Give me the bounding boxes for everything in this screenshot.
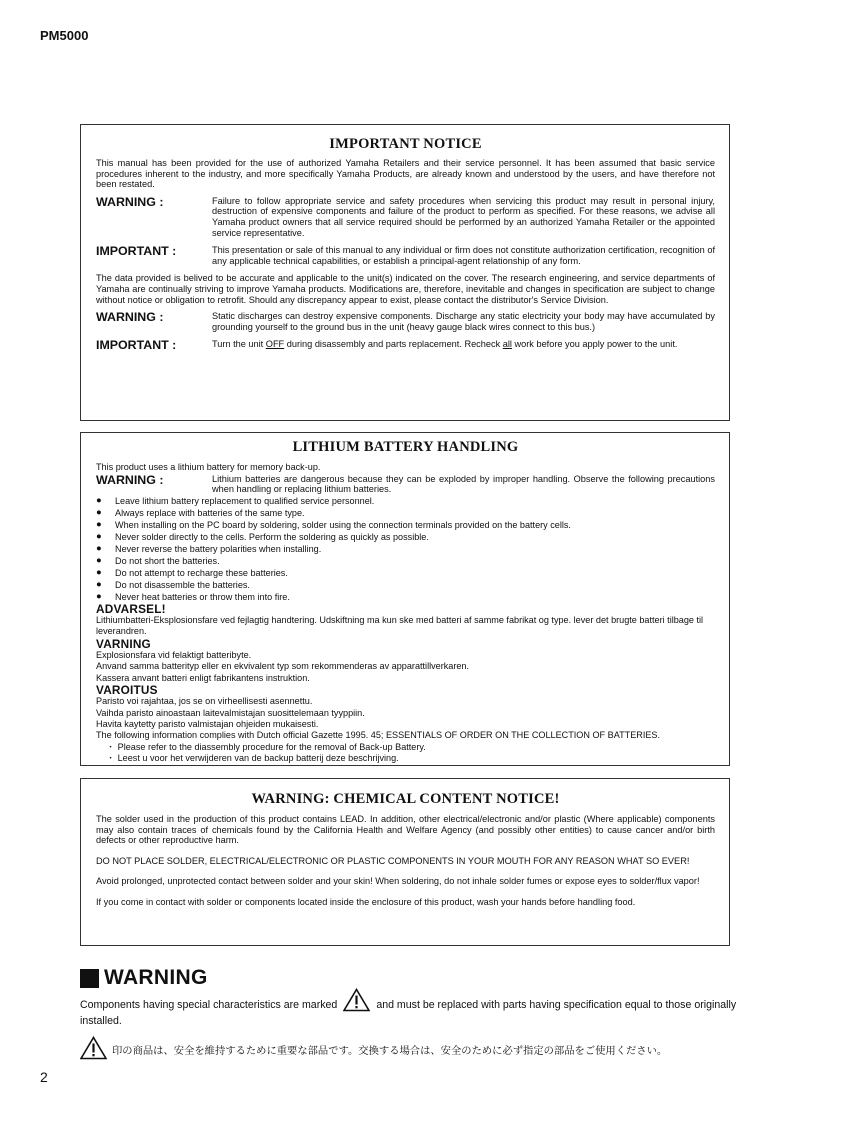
caution-triangle-icon: [80, 1036, 107, 1063]
bullet-item: ● Never reverse the battery polarities when installing.: [96, 542, 322, 554]
chemical-title: WARNING: CHEMICAL CONTENT NOTICE!: [251, 791, 560, 807]
lithium-warning-text: Lithium batteries are dangerous because they can be exploded by improper handling. Observe the following precautions when handling or replacing lithium batteries.: [212, 473, 715, 495]
bullet-icon: ●: [96, 590, 102, 602]
warning-label: WARNING :: [96, 194, 164, 209]
bullet-icon: ●: [96, 542, 102, 554]
warning-heading-row: [80, 966, 208, 990]
bullet-icon: ●: [96, 530, 102, 542]
bullet-item: ● Never heat batteries or throw them into fire.: [96, 590, 290, 602]
important2-text: Turn the unit OFF during disassembly and parts replacement. Recheck all work before you apply power to the unit.: [212, 339, 678, 350]
chemical-paragraph: If you come in contact with solder or components located inside the enclosure of this product, wash your hands before handling food.: [96, 896, 636, 907]
warning2-text: Static discharges can destroy expensive components. Discharge any static electricity your body may have accumulated by grounding yourself to the ground bus in the unit (heavy gauge black wires connect to this bus.): [212, 311, 715, 332]
bullet-icon: ●: [96, 566, 102, 578]
off-emphasis: OFF: [265, 339, 285, 350]
important-notice-box: [80, 124, 730, 421]
notice-intro: This manual has been provided for the use of authorized Yamaha Retailers and their service personnel. It has been assumed that basic service procedures inherent to the industry, and more specifically Yamaha Products, are already known and understood by the users, and have therefore not been restated.: [96, 158, 715, 190]
bullet-item: ● Do not attempt to recharge these batteries.: [96, 566, 288, 578]
varning-line: Kassera anvant batteri enligt fabrikantens instruktion.: [96, 672, 310, 683]
varoitus-heading: VAROITUS: [96, 682, 158, 697]
varoitus-line: Paristo voi rajahtaa, jos se on virheellisesti asennettu.: [96, 696, 313, 707]
warning-heading: WARNING: [104, 966, 208, 989]
chemical-paragraph: Avoid prolonged, unprotected contact between solder and your skin! When soldering, do not inhale solder fumes or expose eyes to solder/flux vapor!: [96, 876, 700, 887]
bullet-item: ● Do not disassemble the batteries.: [96, 578, 250, 590]
important-text: This presentation or sale of this manual to any individual or firm does not constitute authorization certification, recognition of any applicable technical capabilities, or establish a principal-agent relationship of any form.: [212, 245, 715, 266]
bullet-icon: ●: [96, 554, 102, 566]
bullet-icon: ●: [96, 506, 102, 518]
bullet-item: ● When installing on the PC board by soldering, solder using the connection terminals provided on the battery cells.: [96, 518, 571, 530]
page-number: 2: [40, 1069, 48, 1085]
bullet-icon: ●: [96, 494, 102, 506]
advarsel-heading: ADVARSEL!: [96, 601, 166, 616]
notice-warning-row: [96, 196, 715, 238]
notice-important2-row: [96, 339, 715, 352]
note-item: ・ Please refer to the diassembly procedure for the removal of Back-up Battery.: [106, 741, 426, 752]
data-paragraph: The data provided is belived to be accurate and applicable to the unit(s) indicated on the cover. The research engineering, and service departments of Yamaha are continually striving to improve Yamaha products. Modifications are, therefore, inevitable and changes in specification are subject to change without notice or obligation to retrofit. Should any discrepancy appear to exist, please contact the distributor's Service Division.: [96, 273, 715, 305]
varning-heading: VARNING: [96, 636, 151, 651]
bullet-item: ● Leave lithium battery replacement to qualified service personnel.: [96, 494, 375, 506]
lithium-title: LITHIUM BATTERY HANDLING: [292, 439, 519, 455]
varoitus-line: The following information complies with Dutch official Gazette 1995. 45; ESSENTIALS OF ORDER ON THE COLLECTION OF BATTERIES.: [96, 730, 661, 741]
japanese-note: [80, 1036, 667, 1063]
bullet-item: ● Do not short the batteries.: [96, 554, 220, 566]
chemical-paragraph: The solder used in the production of this product contains LEAD. In addition, other electrical/electronic and/or plastic (Where applicable) components may also contain traces of chemicals found by the California Health and Welfare Agency (and possibly other entities) to cause cancer and/or birth defects or other reproductive harm.: [96, 814, 715, 846]
notice-important-row: [96, 245, 715, 266]
varning-line: Explosionsfara vid felaktigt batteribyte.: [96, 650, 252, 661]
bullet-item: ● Always replace with batteries of the same type.: [96, 506, 305, 518]
lithium-battery-box: [80, 432, 730, 766]
components-note: Components having special characteristics are marked and must be replaced with parts having specification equal to those originally installed.: [80, 988, 740, 1028]
notice-warning2-row: [96, 311, 715, 332]
bullet-item: ● Never solder directly to the cells. Perform the soldering as quickly as possible.: [96, 530, 429, 542]
lithium-warning-label: WARNING :: [96, 472, 164, 487]
japanese-text: 印の商品は、安全を維持するために重要な部品です。交換する場合は、安全のために必ず指定の部品をご使用ください。: [112, 1046, 668, 1057]
varning-line: Anvand samma batterityp eller en ekvivalent typ som rekommenderas av apparattillverkaren.: [96, 661, 470, 672]
chemical-paragraph: DO NOT PLACE SOLDER, ELECTRICAL/ELECTRONIC OR PLASTIC COMPONENTS IN YOUR MOUTH FOR ANY REASON WHAT SO EVER!: [96, 855, 690, 866]
advarsel-text: Lithiumbatteri-Eksplosionsfare ved fejlagtig handtering. Udskiftning ma kun ske med batteri af samme fabrikat og type. lever det brugte batteri tilbage til leverandren.: [96, 615, 704, 637]
bullet-icon: ●: [96, 518, 102, 530]
varoitus-line: Havita kaytetty paristo valmistajan ohjeiden mukaisesti.: [96, 719, 319, 730]
lithium-warning-row: [96, 474, 715, 495]
chemical-notice-box: [80, 778, 730, 946]
caution-triangle-icon: [343, 988, 370, 1015]
all-emphasis: all: [502, 339, 512, 350]
varoitus-line: Vaihda paristo ainoastaan laitevalmistajan suosittelemaan tyyppiin.: [96, 707, 365, 718]
important2-label: IMPORTANT :: [96, 338, 177, 353]
warning2-label: WARNING :: [96, 310, 164, 325]
important-notice-title: IMPORTANT NOTICE: [329, 136, 482, 152]
important-label: IMPORTANT :: [96, 244, 177, 259]
bullet-icon: ●: [96, 578, 102, 590]
lithium-intro: This product uses a lithium battery for memory back-up.: [96, 462, 321, 472]
model-name: PM5000: [40, 28, 89, 43]
note-item: ・ Leest u voor het verwijderen van de backup batterij deze beschrijving.: [106, 753, 399, 764]
warning-text: Failure to follow appropriate service and safety procedures when servicing this product may result in personal injury, destruction of expensive components and failure of the product to perform as specified. For these reasons, we advise all Yamaha product owners that all service required should be performed by an authorized Yamaha Retailer or the appointed service representative.: [212, 195, 715, 238]
black-square-icon: [80, 969, 99, 988]
